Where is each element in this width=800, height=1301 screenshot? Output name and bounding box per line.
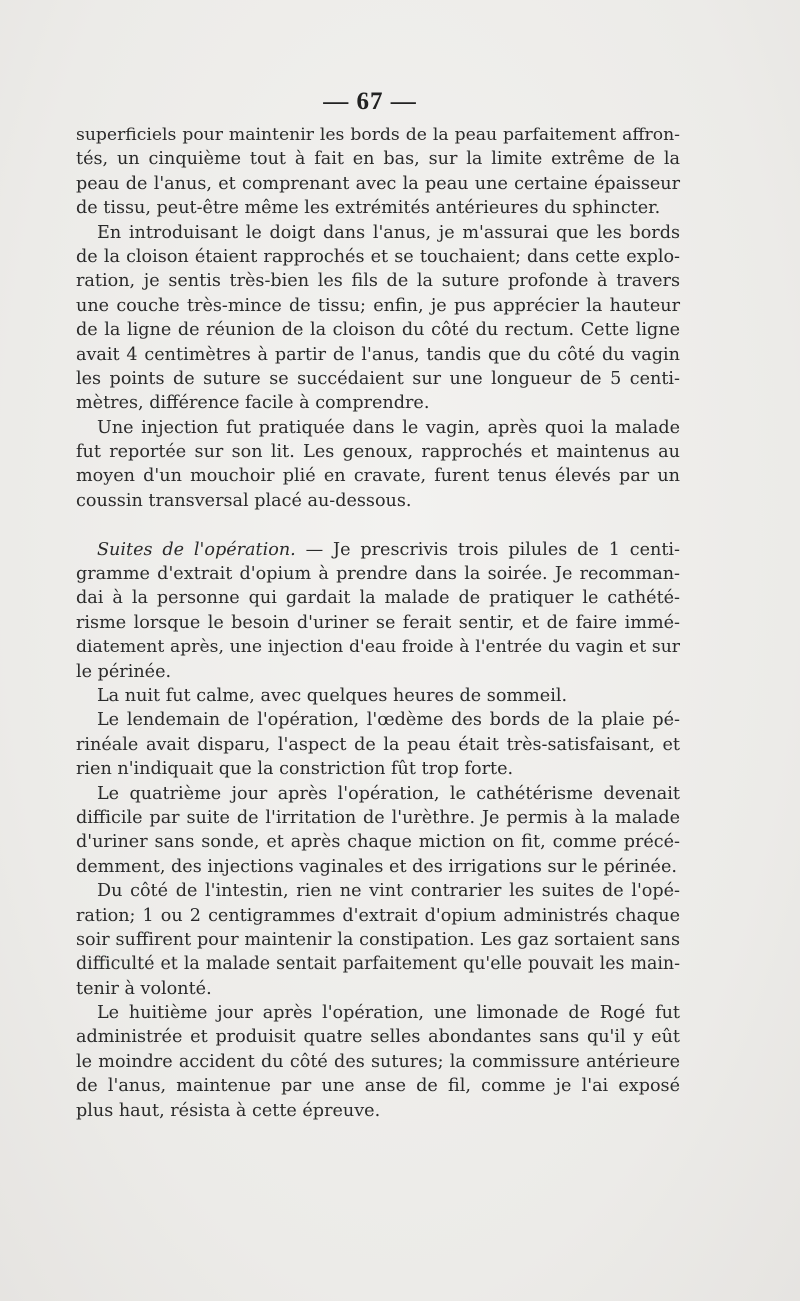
text-line: d'uriner sans sonde, et après chaque miction on fit, comme précé- — [76, 832, 680, 853]
text-line: diatement après, une injection d'eau froide à l'entrée du vagin et sur — [76, 637, 680, 658]
text-line: dai à la personne qui gardait la malade de pratiquer le cathété- — [76, 588, 680, 609]
text-line: coussin transversal placé au-dessous. — [76, 490, 412, 511]
text-line: mètres, différence facile à comprendre. — [76, 393, 430, 414]
text-line: En introduisant le doigt dans l'anus, je m'assurai que les bords — [97, 222, 680, 243]
text-line: les points de suture se succédaient sur une longueur de 5 centi- — [76, 368, 680, 389]
text-line: de la cloison étaient rapprochés et se touchaient; dans cette explo- — [76, 246, 680, 267]
section-gap — [76, 513, 680, 537]
paragraph — [76, 879, 680, 1001]
text-line: rinéale avait disparu, l'aspect de la peau était très-satisfaisant, et — [76, 734, 680, 755]
text-line: le périnée. — [76, 661, 172, 682]
text-line: une couche très-mince de tissu; enfin, je pus apprécier la hauteur — [76, 295, 680, 316]
text-line: Le lendemain de l'opération, l'œdème des bords de la plaie pé- — [97, 710, 680, 731]
text-line: demment, des injections vaginales et des irrigations sur le périnée. — [76, 856, 677, 877]
text-line: Du côté de l'intestin, rien ne vint contrarier les suites de l'opé- — [97, 881, 680, 902]
paragraph — [76, 221, 680, 416]
text-line: de tissu, peut-être même les extrémités antérieures du sphincter. — [76, 198, 661, 219]
paragraph — [76, 782, 680, 880]
text-line: moyen d'un mouchoir plié en cravate, furent tenus élevés par un — [76, 466, 680, 487]
text-line: tés, un cinquième tout à fait en bas, sur la limite extrême de la — [76, 149, 680, 170]
text-line: fut reportée sur son lit. Les genoux, rapprochés et maintenus au — [76, 442, 680, 463]
text-line: La nuit fut calme, avec quelques heures de sommeil. — [97, 685, 568, 706]
text-line: le moindre accident du côté des sutures; la commissure antérieure — [76, 1051, 680, 1072]
text-line: tenir à volonté. — [76, 978, 212, 999]
text-line: Le quatrième jour après l'opération, le cathétérisme devenait — [97, 783, 680, 804]
text-fragment: — Je prescrivis trois pilules de 1 centi- — [295, 539, 680, 560]
text-line: superficiels pour maintenir les bords de la peau parfaitement affron- — [76, 125, 680, 145]
section-heading: Suites de l'opération. — [97, 539, 296, 560]
text-line: Le huitième jour après l'opération, une limonade de Rogé fut — [97, 1003, 680, 1024]
paragraph — [76, 123, 680, 221]
text-line: avait 4 centimètres à partir de l'anus, tandis que du côté du vagin — [76, 344, 680, 365]
text-line — [76, 538, 680, 562]
text-line: ration; 1 ou 2 centigrammes d'extrait d'opium administrés chaque — [76, 905, 680, 926]
text-line: administrée et produisit quatre selles abondantes sans qu'il y eût — [76, 1027, 680, 1048]
paragraph — [76, 708, 680, 781]
body-text — [76, 123, 680, 1123]
text-line: de la ligne de réunion de la cloison du côté du rectum. Cette ligne — [76, 320, 680, 341]
text-line: soir suffirent pour maintenir la constipation. Les gaz sortaient sans — [76, 929, 680, 950]
text-line: gramme d'extrait d'opium à prendre dans la soirée. Je recomman- — [76, 564, 680, 585]
text-line: risme lorsque le besoin d'uriner se ferait sentir, et de faire immé- — [76, 612, 680, 633]
paragraph — [76, 684, 680, 708]
text-line: de l'anus, maintenue par une anse de fil, comme je l'ai exposé — [76, 1076, 680, 1097]
paragraph — [76, 1001, 680, 1123]
text-line: Une injection fut pratiquée dans le vagin, après quoi la malade — [97, 417, 680, 438]
page-number: — 67 — — [323, 88, 417, 115]
text-line: difficulté et la malade sentait parfaitement qu'elle pouvait les main- — [76, 954, 680, 975]
text-line: peau de l'anus, et comprenant avec la peau une certaine épaisseur — [76, 173, 680, 194]
text-line: rien n'indiquait que la constriction fût trop forte. — [76, 759, 514, 780]
paragraph — [76, 416, 680, 514]
text-line: difficile par suite de l'irritation de l'urèthre. Je permis à la malade — [76, 807, 680, 828]
paragraph — [76, 538, 680, 684]
text-line: ration, je sentis très-bien les fils de la suture profonde à travers — [76, 271, 680, 292]
text-line: plus haut, résista à cette épreuve. — [76, 1100, 381, 1121]
